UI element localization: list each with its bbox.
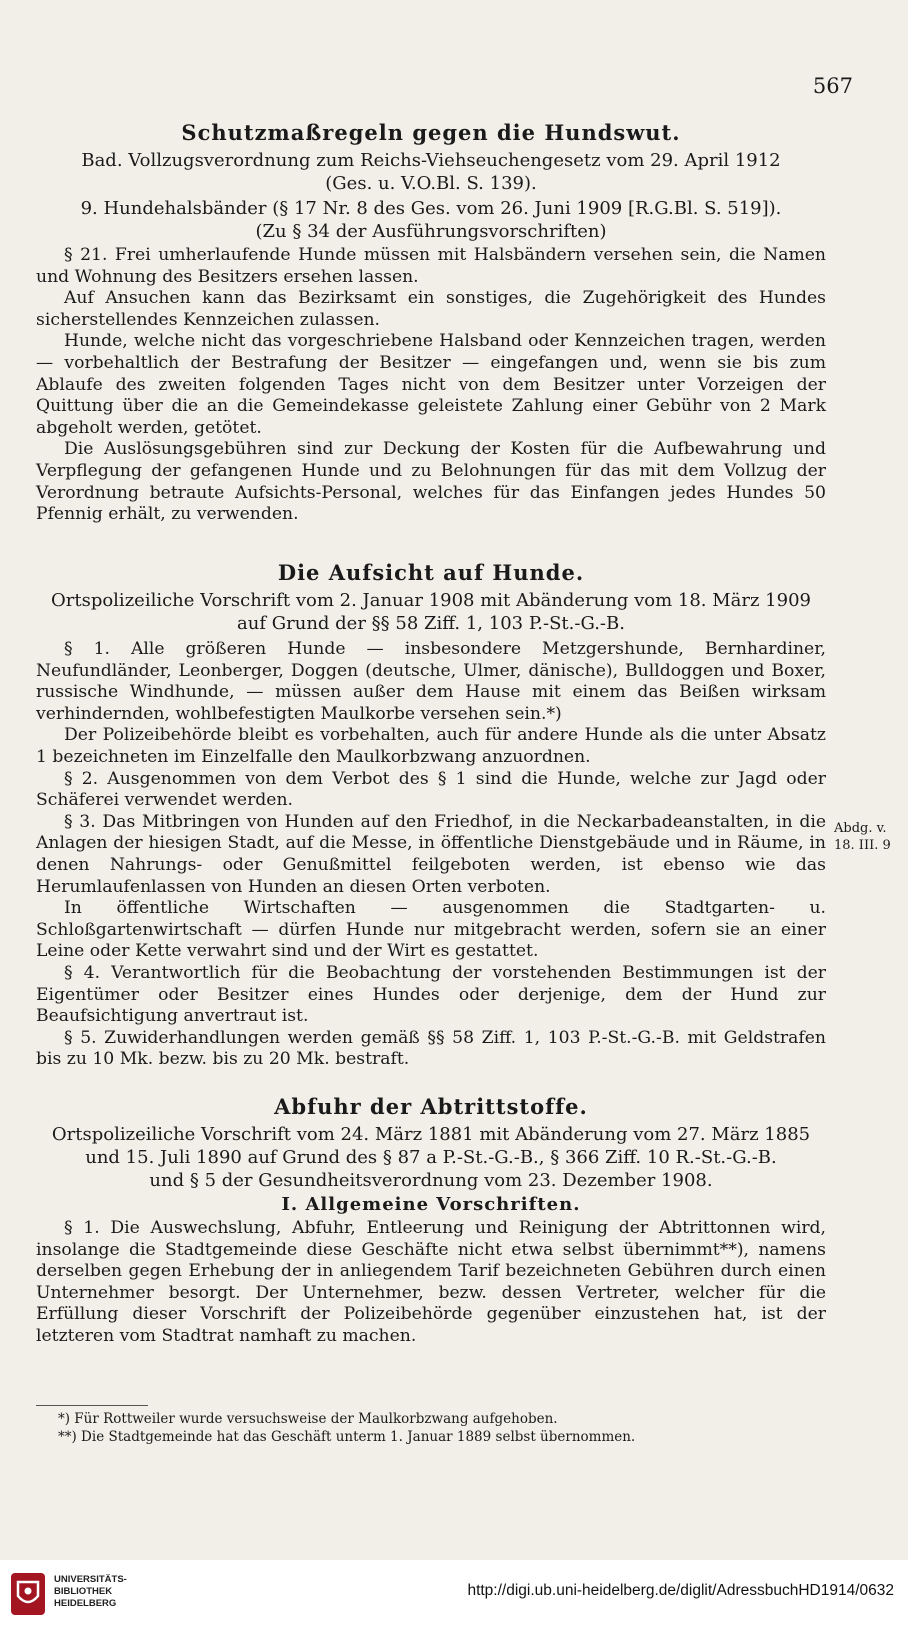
source-line: Ortspolizeiliche Vorschrift vom 24. März 1881 mit Abänderung vom 27. März 1885	[51, 1124, 811, 1145]
paragraph: Die Auslösungsgebühren sind zur Deckung der Kosten für die Aufbewahrung und Verpflegung der gefangenen Hunde und zu Belohnungen für das mit dem Vollzug der Verordnung betraute Aufsichts-Personal, welches für das Einfangen jedes Hundes 50 Pfennig erhält, zu verwenden.	[36, 439, 826, 525]
paragraph: In öffentliche Wirtschaften — ausgenommen die Stadtgarten- u. Schloßgartenwirtschaft — dürfen Hunde nur mitgebracht werden, sofern sie an einer Leine oder Kette verwahrt sind und der Wirt es gestattet.	[36, 898, 826, 962]
section-aufsicht	[36, 560, 826, 1071]
section-heading: Abfuhr der Abtrittstoffe.	[274, 1094, 588, 1119]
logo-line: UNIVERSITÄTS-	[54, 1574, 127, 1585]
source-line: auf Grund der §§ 58 Ziff. 1, 103 P.-St.-G.-B.	[237, 613, 625, 634]
logo-line: HEIDELBERG	[54, 1598, 117, 1609]
margin-note-line: Abdg. v.	[834, 821, 887, 836]
footnotes	[36, 1410, 826, 1446]
paragraph: § 1. Die Auswechslung, Abfuhr, Entleerung und Reinigung der Abtrittonnen wird, insolange die Stadtgemeinde diese Geschäfte nicht etwa selbst übernimmt**), namens derselben gegen Erhebung der in anliegendem Tarif bezeichneten Gebühren durch einen Unternehmer besorgt. Der Unternehmer, bezw. dessen Vertreter, welcher für die Erfüllung dieser Vorschrift der Polizeibehörde gegenüber einzustehen hat, ist der letzteren vom Stadtrat namhaft zu machen.	[36, 1218, 826, 1346]
item-line: 9. Hundehalsbänder (§ 17 Nr. 8 des Ges. vom 26. Juni 1909 [R.G.Bl. S. 519]).	[80, 198, 782, 219]
margin-note	[834, 820, 891, 854]
page-number: 567	[812, 74, 853, 98]
paragraph: § 5. Zuwiderhandlungen werden gemäß §§ 58 Ziff. 1, 103 P.-St.-G.-B. mit Geldstrafen bis zu 10 Mk. bezw. bis zu 20 Mk. bestraft.	[36, 1027, 826, 1070]
source-line: und § 5 der Gesundheitsverordnung vom 23. Dezember 1908.	[149, 1170, 713, 1191]
section-hundswut	[36, 120, 826, 526]
source-line: und 15. Juli 1890 auf Grund des § 87 a P.-St.-G.-B., § 366 Ziff. 10 R.-St.-G.-B.	[85, 1147, 777, 1168]
margin-note-line: 18. III. 9	[834, 838, 891, 853]
section-heading: Schutzmaßregeln gegen die Hundswut.	[181, 120, 681, 145]
paragraph: § 2. Ausgenommen von dem Verbot des § 1 sind die Hunde, welche zur Jagd oder Schäferei verwendet werden.	[36, 768, 826, 811]
footnote: **) Die Stadtgemeinde hat das Geschäft unterm 1. Januar 1889 selbst übernommen.	[58, 1429, 636, 1445]
item-line: (Zu § 34 der Ausführungsvorschriften)	[255, 221, 607, 242]
paragraph: § 3. Das Mitbringen von Hunden auf den Friedhof, in die Neckarbadeanstalten, in die Anlagen der hiesigen Stadt, auf die Messe, in öffentliche Dienstgebäude und in Räume, in denen Nahrungs- oder Genußmittel feilgeboten werden, ist ebenso wie das Herumlaufenlassen von Hunden an diesen Orten verboten.	[36, 811, 826, 897]
section-heading: Die Aufsicht auf Hunde.	[277, 560, 585, 585]
footnote-rule	[36, 1405, 148, 1406]
source-line: (Ges. u. V.O.Bl. S. 139).	[325, 173, 537, 194]
paragraph: Der Polizeibehörde bleibt es vorbehalten, auch für andere Hunde als die unter Absatz 1 bezeichneten im Einzelfalle den Maulkorbzwang anzuordnen.	[36, 725, 826, 767]
subheading: I. Allgemeine Vorschriften.	[281, 1194, 581, 1215]
paragraph: Hunde, welche nicht das vorgeschriebene Halsband oder Kennzeichen tragen, werden — vorbehaltlich der Bestrafung der Besitzer — eingefangen und, wenn sie bis zum Ablaufe des zweiten folgenden Tages nicht von dem Besitzer unter Vorzeigen der Quittung über die an die Gemeindekasse geleistete Zahlung einer Gebühr von 2 Mark abgeholt werden, getötet.	[36, 331, 826, 438]
source-url-link[interactable]: http://digi.ub.uni-heidelberg.de/diglit/AdressbuchHD1914/0632	[467, 1582, 894, 1599]
library-logo-text	[54, 1574, 127, 1610]
paragraph: § 21. Frei umherlaufende Hunde müssen mit Halsbändern versehen sein, die Namen und Wohnung des Besitzers ersehen lassen.	[36, 245, 826, 287]
footer-bar	[0, 1560, 908, 1626]
paragraph: § 1. Alle größeren Hunde — insbesondere Metzgershunde, Bernhardiner, Neufundländer, Leonberger, Doggen (deutsche, Ulmer, dänische), Bulldoggen und Boxer, russische Windhunde, — müssen außer dem Hause mit einem das Beißen wirksam verhindernden, wohlbefestigten Maulkorbe versehen sein.*)	[36, 639, 826, 724]
paragraph: Auf Ansuchen kann das Bezirksamt ein sonstiges, die Zugehörigkeit des Hundes sicherstellendes Kennzeichen zulassen.	[36, 288, 826, 330]
source-line: Bad. Vollzugsverordnung zum Reichs-Viehseuchengesetz vom 29. April 1912	[81, 150, 781, 171]
university-seal-icon	[10, 1572, 46, 1616]
source-line: Ortspolizeiliche Vorschrift vom 2. Januar 1908 mit Abänderung vom 18. März 1909	[50, 590, 811, 611]
section-abfuhr	[36, 1094, 826, 1348]
logo-line: BIBLIOTHEK	[54, 1586, 113, 1597]
footnote: *) Für Rottweiler wurde versuchsweise der Maulkorbzwang aufgehoben.	[58, 1411, 558, 1427]
paragraph: § 4. Verantwortlich für die Beobachtung der vorstehenden Bestimmungen ist der Eigentümer oder Besitzer eines Hundes oder derjenige, dem der Hund zur Beaufsichtigung anvertraut ist.	[36, 962, 826, 1027]
